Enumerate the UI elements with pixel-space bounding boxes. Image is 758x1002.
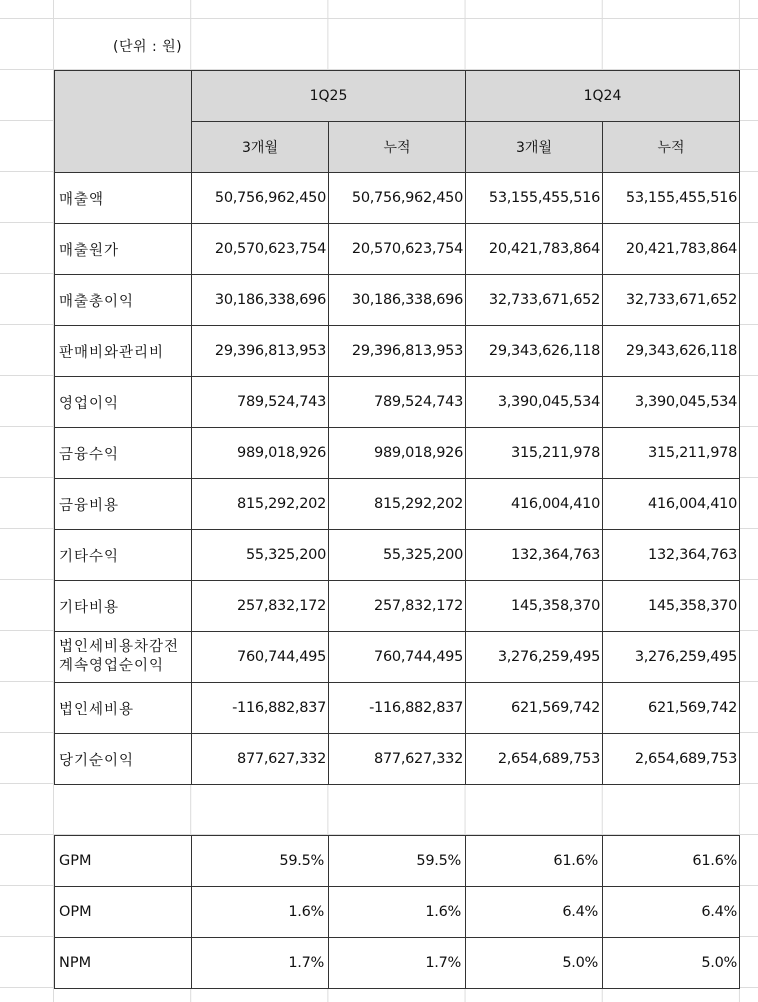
value-cell[interactable]: 621,569,742 — [466, 683, 603, 734]
value-cell[interactable]: 416,004,410 — [603, 479, 740, 530]
row-label[interactable]: 매출총이익 — [55, 275, 192, 326]
value-cell[interactable]: 32,733,671,652 — [603, 275, 740, 326]
value-cell[interactable]: 132,364,763 — [466, 530, 603, 581]
table-row — [55, 581, 740, 632]
value-cell[interactable]: 315,211,978 — [466, 428, 603, 479]
value-cell[interactable]: 145,358,370 — [603, 581, 740, 632]
value-cell[interactable]: 30,186,338,696 — [192, 275, 329, 326]
value-cell[interactable]: 815,292,202 — [192, 479, 329, 530]
value-cell[interactable]: 5.0% — [603, 938, 740, 989]
value-cell[interactable]: 29,396,813,953 — [192, 326, 329, 377]
row-label[interactable]: 금융수익 — [55, 428, 192, 479]
value-cell[interactable]: 3,276,259,495 — [603, 632, 740, 683]
table-row — [55, 836, 740, 887]
value-cell[interactable]: 877,627,332 — [192, 734, 329, 785]
value-cell[interactable]: 59.5% — [192, 836, 329, 887]
table-row — [55, 428, 740, 479]
value-cell[interactable]: 877,627,332 — [329, 734, 466, 785]
value-cell[interactable]: 6.4% — [466, 887, 603, 938]
value-cell[interactable]: 3,390,045,534 — [466, 377, 603, 428]
table-row — [55, 683, 740, 734]
row-label[interactable]: NPM — [55, 938, 192, 989]
value-cell[interactable]: 760,744,495 — [329, 632, 466, 683]
unit-label: (단위 : 원) — [113, 36, 182, 56]
value-cell[interactable]: 789,524,743 — [329, 377, 466, 428]
value-cell[interactable]: 621,569,742 — [603, 683, 740, 734]
header-period-1q25[interactable]: 1Q25 — [192, 71, 466, 122]
header-1q24-cumulative[interactable]: 누적 — [603, 122, 740, 173]
value-cell[interactable]: 789,524,743 — [192, 377, 329, 428]
value-cell[interactable]: 1.6% — [329, 887, 466, 938]
value-cell[interactable]: 5.0% — [466, 938, 603, 989]
value-cell[interactable]: 257,832,172 — [329, 581, 466, 632]
header-1q25-cumulative[interactable]: 누적 — [329, 122, 466, 173]
value-cell[interactable]: 760,744,495 — [192, 632, 329, 683]
value-cell[interactable]: 20,421,783,864 — [466, 224, 603, 275]
row-label[interactable]: 판매비와관리비 — [55, 326, 192, 377]
value-cell[interactable]: 55,325,200 — [192, 530, 329, 581]
header-row-periods — [55, 71, 740, 122]
value-cell[interactable]: 61.6% — [466, 836, 603, 887]
table-row — [55, 224, 740, 275]
value-cell[interactable]: 30,186,338,696 — [329, 275, 466, 326]
row-label[interactable]: 기타비용 — [55, 581, 192, 632]
income-statement-table — [54, 70, 740, 785]
value-cell[interactable]: 2,654,689,753 — [466, 734, 603, 785]
value-cell[interactable]: -116,882,837 — [329, 683, 466, 734]
header-1q24-3months[interactable]: 3개월 — [466, 122, 603, 173]
value-cell[interactable]: 1.7% — [192, 938, 329, 989]
value-cell[interactable]: 29,396,813,953 — [329, 326, 466, 377]
row-label[interactable] — [55, 632, 192, 683]
value-cell[interactable]: 416,004,410 — [466, 479, 603, 530]
value-cell[interactable]: 1.7% — [329, 938, 466, 989]
table-row — [55, 530, 740, 581]
value-cell[interactable]: 989,018,926 — [329, 428, 466, 479]
value-cell[interactable]: 29,343,626,118 — [603, 326, 740, 377]
table-row — [55, 173, 740, 224]
table-row — [55, 887, 740, 938]
value-cell[interactable]: 20,570,623,754 — [329, 224, 466, 275]
value-cell[interactable]: 50,756,962,450 — [329, 173, 466, 224]
value-cell[interactable]: 29,343,626,118 — [466, 326, 603, 377]
value-cell[interactable]: 32,733,671,652 — [466, 275, 603, 326]
value-cell[interactable]: 2,654,689,753 — [603, 734, 740, 785]
table-row — [55, 479, 740, 530]
value-cell[interactable]: 59.5% — [329, 836, 466, 887]
row-label[interactable]: GPM — [55, 836, 192, 887]
value-cell[interactable]: 1.6% — [192, 887, 329, 938]
row-label[interactable]: 매출원가 — [55, 224, 192, 275]
table-row — [55, 377, 740, 428]
value-cell[interactable]: 20,570,623,754 — [192, 224, 329, 275]
value-cell[interactable]: 815,292,202 — [329, 479, 466, 530]
row-label-line-2: 계속영업순이익 — [59, 658, 165, 674]
row-label[interactable]: 기타수익 — [55, 530, 192, 581]
value-cell[interactable]: 3,276,259,495 — [466, 632, 603, 683]
table-row — [55, 632, 740, 683]
row-label[interactable]: 영업이익 — [55, 377, 192, 428]
value-cell[interactable]: 257,832,172 — [192, 581, 329, 632]
row-label-line-1: 법인세비용차감전 — [59, 639, 180, 655]
value-cell[interactable]: 53,155,455,516 — [603, 173, 740, 224]
header-corner-cell[interactable] — [55, 71, 192, 173]
row-label[interactable]: 금융비용 — [55, 479, 192, 530]
value-cell[interactable]: 55,325,200 — [329, 530, 466, 581]
table-row — [55, 275, 740, 326]
row-label[interactable]: OPM — [55, 887, 192, 938]
row-label[interactable]: 당기순이익 — [55, 734, 192, 785]
value-cell[interactable]: 6.4% — [603, 887, 740, 938]
value-cell[interactable]: 989,018,926 — [192, 428, 329, 479]
header-1q25-3months[interactable]: 3개월 — [192, 122, 329, 173]
value-cell[interactable]: 20,421,783,864 — [603, 224, 740, 275]
table-row — [55, 734, 740, 785]
value-cell[interactable]: 50,756,962,450 — [192, 173, 329, 224]
value-cell[interactable]: 53,155,455,516 — [466, 173, 603, 224]
value-cell[interactable]: -116,882,837 — [192, 683, 329, 734]
value-cell[interactable]: 132,364,763 — [603, 530, 740, 581]
table-row — [55, 326, 740, 377]
header-period-1q24[interactable]: 1Q24 — [466, 71, 740, 122]
row-label[interactable]: 법인세비용 — [55, 683, 192, 734]
value-cell[interactable]: 61.6% — [603, 836, 740, 887]
margin-ratio-table — [54, 835, 740, 989]
value-cell[interactable]: 315,211,978 — [603, 428, 740, 479]
value-cell[interactable]: 3,390,045,534 — [603, 377, 740, 428]
row-label[interactable]: 매출액 — [55, 173, 192, 224]
table-row — [55, 938, 740, 989]
value-cell[interactable]: 145,358,370 — [466, 581, 603, 632]
